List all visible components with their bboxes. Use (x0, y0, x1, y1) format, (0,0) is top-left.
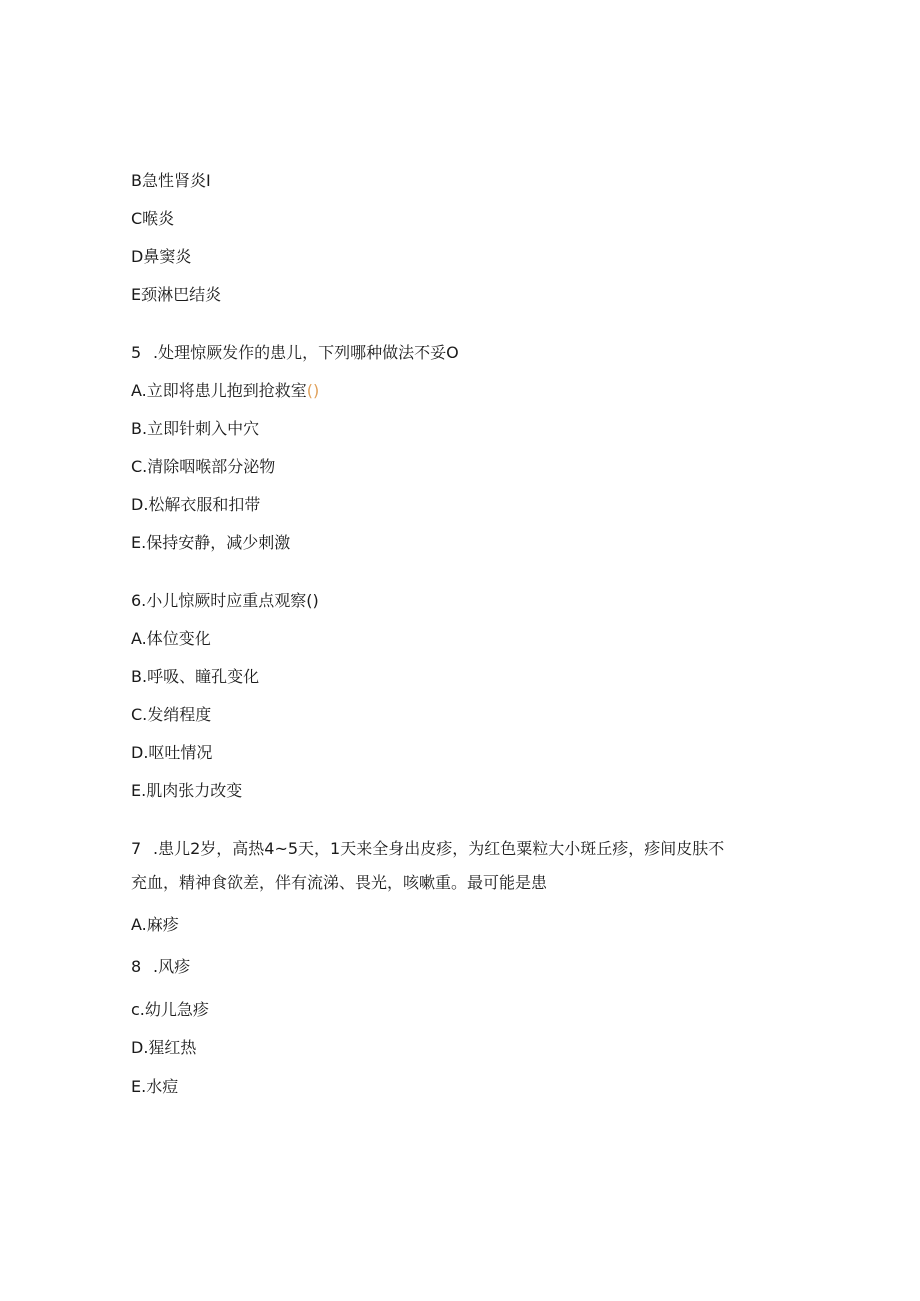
option-d-sinusitis: D鼻窦炎 (131, 247, 192, 266)
question-7-number: 7 (131, 839, 142, 858)
question-8-option-c: c.幼儿急疹 (131, 1000, 209, 1019)
question-5-option-c: C.清除咽喉部分泌物 (131, 457, 276, 476)
question-8 (131, 957, 190, 977)
question-6-option-d: D.呕吐情况 (131, 743, 213, 762)
question-8-number: 8 (131, 957, 142, 976)
question-5-text: .处理惊厥发作的患儿，下列哪种做法不妥O (153, 343, 459, 362)
question-7-text-line2: 充血，精神食欲差，伴有流涕、畏光，咳嗽重。最可能是患 (131, 873, 548, 892)
question-7-option-a: A.麻疹 (131, 915, 179, 934)
question-7-text-line1: .患儿2岁，高热4~5天，1天来全身出皮疹，为红色粟粒大小斑丘疹，疹间皮肤不 (153, 839, 725, 858)
question-8-option-d: D.猩红热 (131, 1038, 197, 1057)
question-8-text: .风疹 (153, 957, 191, 976)
question-5-option-a-text: A.立即将患儿抱到抢救室 (131, 381, 307, 400)
option-b-acute-nephritis: B急性肾炎I (131, 171, 211, 190)
answer-paren: () (306, 381, 320, 400)
question-6-option-c: C.发绡程度 (131, 705, 212, 724)
question-7 (131, 839, 724, 859)
question-8-option-e: E.水痘 (131, 1077, 179, 1096)
question-6-option-a: A.体位变化 (131, 629, 211, 648)
question-5 (131, 343, 459, 363)
question-6: 6.小儿惊厥时应重点观察() (131, 591, 319, 610)
question-5-option-b: B.立即针刺入中穴 (131, 419, 260, 438)
question-6-option-b: B.呼吸、瞳孔变化 (131, 667, 260, 686)
option-c-laryngitis: C喉炎 (131, 209, 175, 228)
question-5-option-e: E.保持安静，减少刺激 (131, 533, 291, 552)
question-5-number: 5 (131, 343, 142, 362)
option-e-cervical-lymphadenitis: E颈淋巴结炎 (131, 285, 222, 304)
question-5-option-a (131, 381, 319, 401)
question-5-option-d: D.松解衣服和扣带 (131, 495, 261, 514)
question-6-option-e: E.肌肉张力改变 (131, 781, 243, 800)
